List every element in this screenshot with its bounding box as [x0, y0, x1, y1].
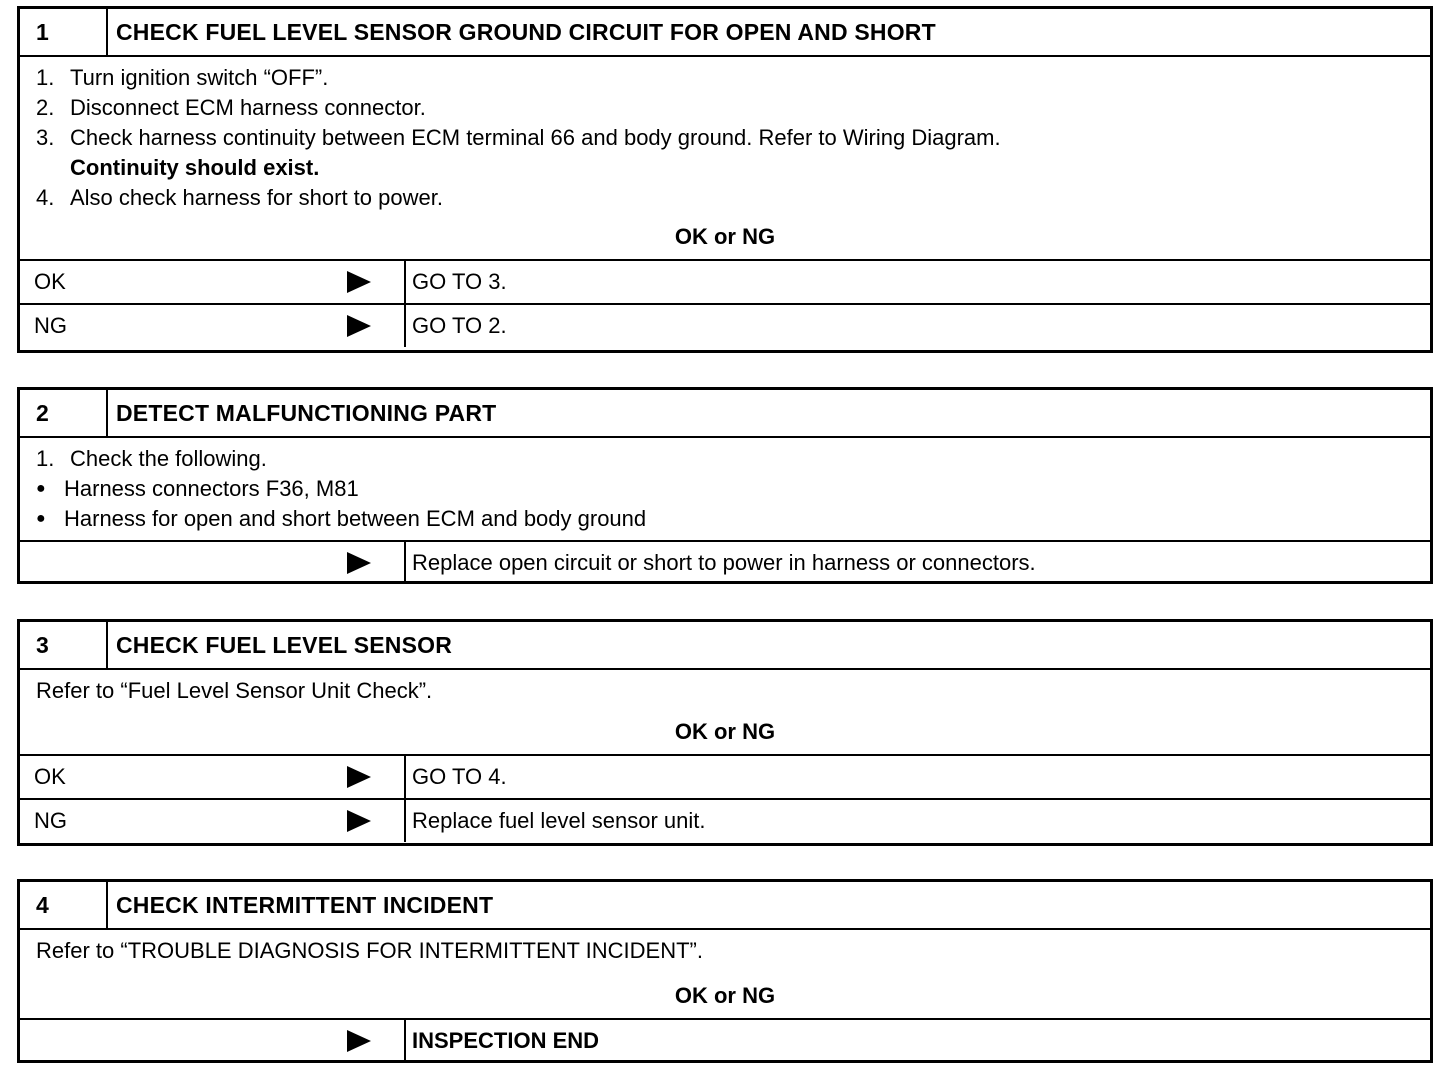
- step-title: CHECK FUEL LEVEL SENSOR: [116, 631, 453, 658]
- instruction-item: 1. Turn ignition switch “OFF”.: [36, 65, 329, 90]
- reference-text: Refer to “Fuel Level Sensor Unit Check”.: [36, 678, 433, 703]
- step-title: DETECT MALFUNCTIONING PART: [116, 399, 497, 426]
- step-header: [20, 622, 1430, 670]
- instruction-item: 3. Check harness continuity between ECM terminal 66 and body ground. Refer to Wiring Diagram.: [36, 125, 1001, 150]
- step-1-box: [17, 6, 1433, 353]
- step-header: [20, 390, 1430, 438]
- step-text: [20, 670, 1430, 710]
- bullet-item: ● Harness connectors F36, M81: [36, 474, 1414, 504]
- bullet-icon: ●: [36, 510, 46, 527]
- right-arrow-icon: [347, 1030, 371, 1052]
- result-label: NG: [34, 808, 67, 833]
- right-arrow-icon: [347, 271, 371, 293]
- step-title: CHECK FUEL LEVEL SENSOR GROUND CIRCUIT FOR OPEN AND SHORT: [116, 18, 936, 45]
- result-row-ng: [20, 303, 1430, 347]
- result-action: GO TO 4.: [412, 764, 507, 789]
- reference-text: Refer to “TROUBLE DIAGNOSIS FOR INTERMITTENT INCIDENT”.: [36, 938, 703, 963]
- result-action: GO TO 3.: [412, 269, 507, 294]
- ok-or-ng-label: OK or NG: [674, 719, 776, 744]
- right-arrow-icon: [347, 810, 371, 832]
- step-instructions: [20, 438, 1430, 540]
- instruction-item: 4. Also check harness for short to power.: [36, 185, 443, 210]
- bullet-item: ● Harness for open and short between ECM and body ground: [36, 504, 1414, 534]
- step-header: [20, 9, 1430, 57]
- result-label: OK: [34, 764, 66, 789]
- right-arrow-icon: [347, 552, 371, 574]
- result-row-ng: [20, 798, 1430, 842]
- step-number: 2: [20, 390, 108, 436]
- step-text: [20, 930, 1430, 974]
- result-action: Replace fuel level sensor unit.: [412, 808, 706, 833]
- step-title: CHECK INTERMITTENT INCIDENT: [116, 891, 494, 918]
- result-row: [20, 540, 1430, 584]
- step-header: [20, 882, 1430, 930]
- instruction-note: Continuity should exist.: [70, 155, 320, 180]
- step-number: 3: [20, 622, 108, 668]
- result-row-ok: [20, 754, 1430, 798]
- result-action: GO TO 2.: [412, 313, 507, 338]
- result-row-ok: [20, 259, 1430, 303]
- bullet-icon: ●: [36, 480, 46, 497]
- step-instructions: [20, 57, 1430, 215]
- right-arrow-icon: [347, 315, 371, 337]
- right-arrow-icon: [347, 766, 371, 788]
- step-number: 1: [20, 9, 108, 55]
- result-action: INSPECTION END: [412, 1028, 600, 1053]
- result-action: Replace open circuit or short to power in harness or connectors.: [412, 550, 1036, 575]
- ok-or-ng-label: OK or NG: [674, 983, 776, 1008]
- instruction-item: 2. Disconnect ECM harness connector.: [36, 95, 426, 120]
- step-2-box: [17, 387, 1433, 584]
- result-row: [20, 1018, 1430, 1062]
- instruction-item: 1. Check the following.: [36, 446, 267, 471]
- result-label: NG: [34, 313, 67, 338]
- step-3-box: [17, 619, 1433, 846]
- step-4-box: [17, 879, 1433, 1063]
- result-label: OK: [34, 269, 66, 294]
- ok-or-ng-label: OK or NG: [674, 224, 776, 249]
- step-number: 4: [20, 882, 108, 928]
